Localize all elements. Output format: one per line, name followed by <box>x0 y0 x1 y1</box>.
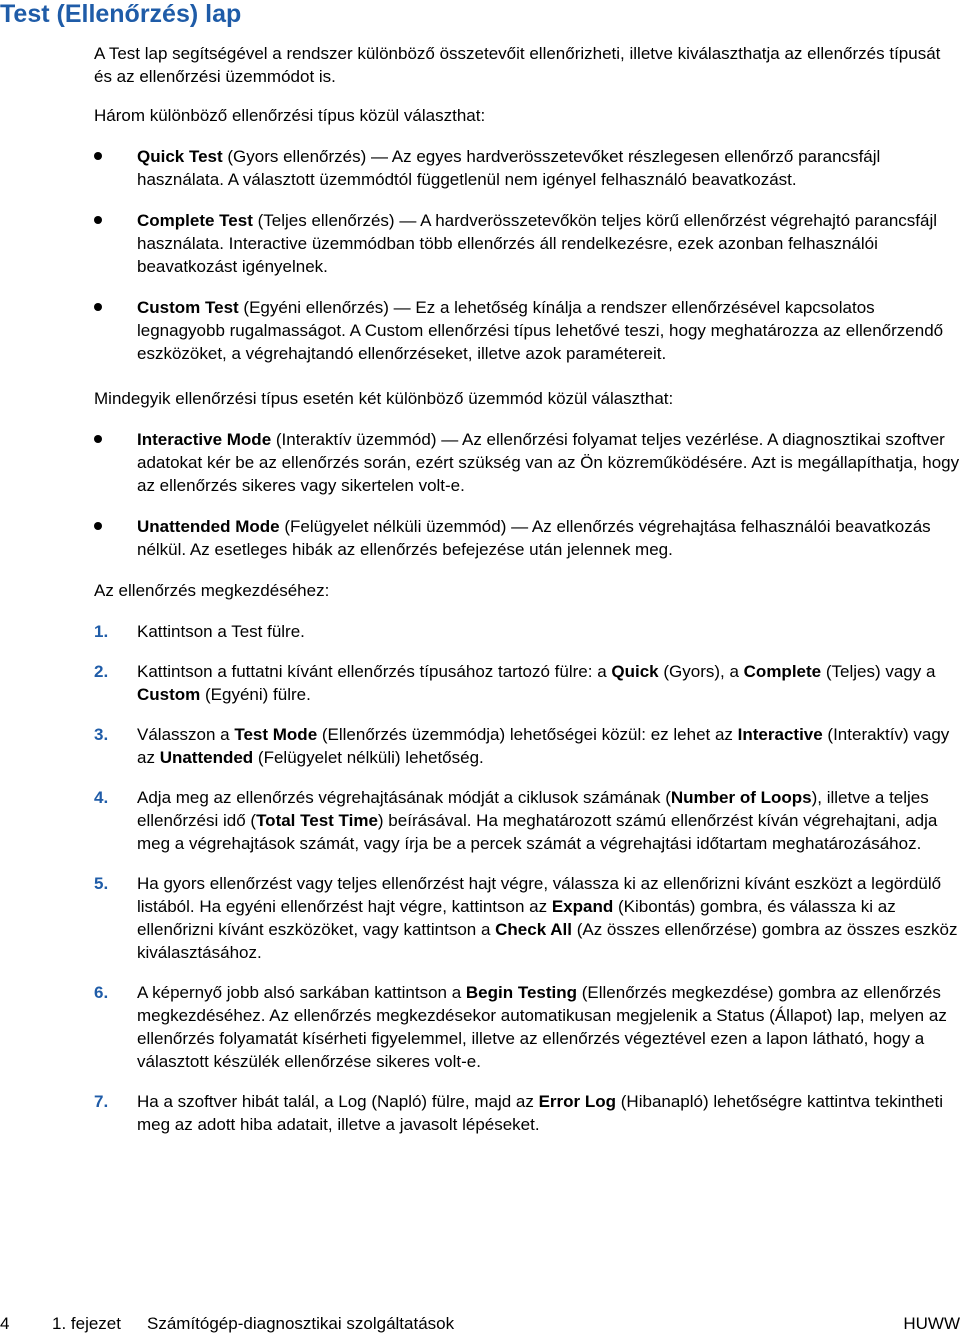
item-description: (Teljes ellenőrzés) — A hardverösszetevőkön teljes körű ellenőrzést végrehajtó parancsfájl használata. Interactive üzemmódban több ellenőrzés áll rendelkezésre, ezek azonban felhasználói beavatkozást igényelnek. <box>137 211 938 276</box>
step-number: 4. <box>94 788 109 807</box>
step-number: 3. <box>94 725 109 744</box>
test-type-item <box>94 209 960 278</box>
step-emphasis: Expand <box>551 897 614 916</box>
step-text: Adja meg az ellenőrzés végrehajtásának módját a ciklusok számának ( <box>137 788 671 807</box>
types-intro: Három különböző ellenőrzési típus közül választhat: <box>94 106 486 125</box>
test-type-item <box>94 145 960 191</box>
step-emphasis: Quick <box>611 662 659 681</box>
step-item <box>94 620 960 643</box>
step-text: ), illetve a teljes ellenőrzési idő ( <box>137 788 929 830</box>
step-emphasis: Check All <box>495 920 572 939</box>
footer-chapter: 1. fejezet <box>52 1314 121 1333</box>
step-emphasis: Total Test Time <box>256 811 378 830</box>
step-emphasis: Interactive <box>737 725 823 744</box>
bullet-icon <box>94 522 102 530</box>
step-item <box>94 786 960 855</box>
item-term: Custom Test <box>137 298 239 317</box>
bullet-icon <box>94 152 102 160</box>
footer-section: Számítógép-diagnosztikai szolgáltatások <box>147 1314 455 1333</box>
step-emphasis: Test Mode <box>234 725 318 744</box>
footer-brand: HUWW <box>903 1314 960 1333</box>
item-description: (Felügyelet nélküli üzemmód) — Az ellenőrzés végrehajtása felhasználói beavatkozás nélkül. Az esetleges hibák az ellenőrzés befejezése után jelennek meg. <box>137 517 931 559</box>
test-modes-list <box>94 428 960 561</box>
step-emphasis: Error Log <box>538 1092 617 1111</box>
step-text: (Kibontás) gombra, és válassza ki az ellenőrizni kívánt eszközöket, vagy kattintson a <box>137 897 896 939</box>
step-text: (Ellenőrzés üzemmódja) lehetőségei közül: ez lehet az <box>317 725 738 744</box>
step-text: (Teljes) vagy a <box>821 662 936 681</box>
page-title: Test (Ellenőrzés) lap <box>0 0 242 28</box>
step-item <box>94 723 960 769</box>
step-number: 6. <box>94 983 109 1002</box>
item-description: (Interaktív üzemmód) — Az ellenőrzési folyamat teljes vezérlése. A diagnosztikai szoftver adatokat kér be az ellenőrzés során, ezért szükség van az Ön közreműködésére. Azt is megállapíthatja, hogy az ellenőrzés sikeres vagy sikertelen volt-e. <box>137 430 960 495</box>
step-emphasis: Unattended <box>159 748 254 767</box>
bullet-icon <box>94 435 102 443</box>
step-text: (Egyéni) fülre. <box>200 685 311 704</box>
step-text: (Hibanapló) lehetőségre kattintva tekintheti meg az adott hiba adatait, illetve a javasolt lépéseket. <box>137 1092 944 1134</box>
test-type-item <box>94 296 960 365</box>
intro-paragraph: A Test lap segítségével a rendszer különböző összetevőit ellenőrizheti, illetve kiválaszthatja az ellenőrzés típusát és az ellenőrzési üzemmódot is. <box>94 44 941 86</box>
step-text: (Gyors), a <box>658 662 744 681</box>
steps-list <box>94 620 960 1136</box>
step-text: A képernyő jobb alsó sarkában kattintson a <box>137 983 466 1002</box>
step-text: Kattintson a futtatni kívánt ellenőrzés típusához tartozó fülre: a <box>137 662 612 681</box>
page-number: 4 <box>0 1314 10 1333</box>
step-text: (Felügyelet nélküli) lehetőség. <box>253 748 484 767</box>
item-term: Quick Test <box>137 147 223 166</box>
step-emphasis: Complete <box>743 662 822 681</box>
modes-intro: Mindegyik ellenőrzési típus esetén két különböző üzemmód közül választhat: <box>94 389 674 408</box>
item-term: Unattended Mode <box>137 517 280 536</box>
step-item <box>94 872 960 964</box>
bullet-icon <box>94 216 102 224</box>
steps-intro: Az ellenőrzés megkezdéséhez: <box>94 581 330 600</box>
step-number: 2. <box>94 662 109 681</box>
item-term: Complete Test <box>137 211 253 230</box>
step-emphasis: Begin Testing <box>465 983 578 1002</box>
step-emphasis: Number of Loops <box>670 788 812 807</box>
step-emphasis: Custom <box>137 685 201 704</box>
test-mode-item <box>94 515 960 561</box>
step-number: 7. <box>94 1092 109 1111</box>
step-item <box>94 1090 960 1136</box>
step-number: 1. <box>94 622 109 641</box>
page-body <box>94 42 960 1153</box>
bullet-icon <box>94 303 102 311</box>
step-text: (Interaktív) vagy az <box>137 725 950 767</box>
step-text: Kattintson a Test fülre. <box>137 622 305 641</box>
step-item <box>94 660 960 706</box>
item-description: (Egyéni ellenőrzés) — Ez a lehetőség kínálja a rendszer ellenőrzésével kapcsolatos legnagyobb rugalmasságot. A Custom ellenőrzési típus lehetővé teszi, hogy meghatározza az ellenőrzendő eszközöket, a végrehajtandó ellenőrzéseket, illetve azok paramétereit. <box>137 298 944 363</box>
step-number: 5. <box>94 874 109 893</box>
step-text: (Az összes ellenőrzése) gombra az összes eszköz kiválasztásához. <box>137 920 958 962</box>
item-term: Interactive Mode <box>137 430 272 449</box>
test-types-list <box>94 145 960 365</box>
step-text: Válasszon a <box>137 725 235 744</box>
step-text: ) beírásával. Ha meghatározott számú ellenőrzést kíván végrehajtani, adja meg a végrehajtások számát, vagy írja be a percek számát a végrehajtási időtartam meghatározásához. <box>137 811 938 853</box>
step-item <box>94 981 960 1073</box>
test-mode-item <box>94 428 960 497</box>
step-text: Ha a szoftver hibát talál, a Log (Napló) fülre, majd az <box>137 1092 539 1111</box>
step-text: Ha gyors ellenőrzést vagy teljes ellenőrzést hajt végre, válassza ki az ellenőrizni kívánt eszközt a legördülő listából. Ha egyéni ellenőrzést hajt végre, kattintson az <box>137 874 942 916</box>
step-text: (Ellenőrzés megkezdése) gombra az ellenőrzés megkezdéséhez. Az ellenőrzés megkezdésekor automatikusan megjelenik a Status (Állapot) lap, melyen az ellenőrzés folyamatát kísérheti figyelemmel, illetve az ellenőrzés végeztével ezen a lapon látható, hogy a választott készülék ellenőrzése sikeres volt-e. <box>137 983 947 1071</box>
item-description: (Gyors ellenőrzés) — Az egyes hardverösszetevőket részlegesen ellenőrző parancsfájl használata. A választott üzemmódtól függetlenül nem igényel felhasználó beavatkozást. <box>137 147 881 189</box>
